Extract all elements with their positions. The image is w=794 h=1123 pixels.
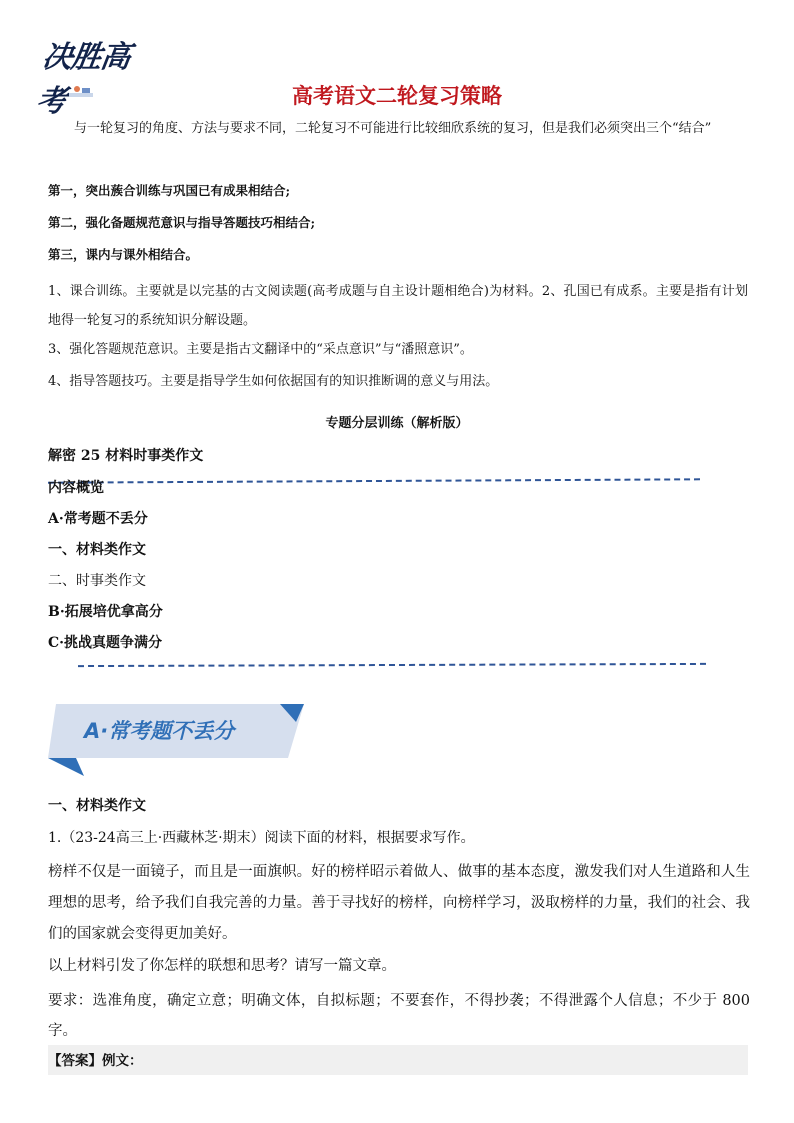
banner-text: A·常考题不丢分 (84, 719, 235, 743)
toc-heading: 内容概览 (48, 480, 104, 496)
subtitle: 专题分层训练（解析版） (325, 416, 469, 431)
question-prompt: 以上材料引发了你怎样的联想和思考？请写一篇文章。 (48, 958, 396, 974)
toc-item-a: A·常考题不丢分 (48, 511, 148, 527)
question-requirements: 要求：选准角度，确定立意；明确文体，自拟标题；不要套作，不得抄袭；不得泄露个人信息；不少于 800 字。 (48, 993, 750, 1039)
point-1: 第一，突出蔟合训练与巩国已有成果相结合; (48, 183, 291, 198)
toc-item-c: C·挑战真题争满分 (48, 635, 163, 651)
intro-paragraph: 与一轮复习的角度、方法与要求不同，二轮复习不可能进行比较细欣系统的复习，但是我们必须突出三个“结合” (74, 121, 712, 136)
section-banner (48, 700, 304, 778)
detail-2: 3、强化答题规范意识。主要是指古文翻译中的“采点意识”与“潘照意识”。 (48, 342, 473, 357)
toc-item-material: 一、材料类作文 (48, 542, 146, 558)
toc-item-current: 二、时事类作文 (48, 573, 146, 589)
question-source: 1.（23-24高三上·西藏林芝·期末）阅读下面的材料，根据要求写作。 (48, 830, 475, 846)
question-material: 榜样不仅是一面镜子，而且是一面旗帜。好的榜样昭示着做人、做事的基本态度，激发我们对人生道路和人生理想的思考，给予我们自我完善的力量。善于寻找好的榜样，向榜样学习，汲取榜样的力量，我们的社会、我们的国家就会变得更加美好。 (48, 864, 750, 942)
toc-item-b: B·拓展培优拿高分 (48, 604, 163, 620)
point-2: 第二，强化备题规范意识与指导答题技巧相结合; (48, 215, 316, 230)
point-3: 第三，课内与课外相结合。 (48, 247, 199, 262)
detail-3: 4、指导答题技巧。主要是指导学生如何依据国有的知识推断调的意义与用法。 (48, 374, 499, 389)
logo-text: 决胜高考 (33, 40, 133, 119)
page-title: 高考语文二轮复习策略 (292, 84, 502, 108)
answer-label: 【答案】例文： (48, 1053, 143, 1069)
answer-bar (48, 1045, 748, 1075)
detail-1: 1、课合训练。主要就是以完基的古文阅读题(高考成题与自主设计题相绝合)为材料。2、孔国已有成系。主要是指有计划地得一轮复习的系统知识分解设题。 (48, 284, 748, 328)
section-title: 解密 25 材料时事类作文 (48, 448, 204, 464)
section-divider-bottom (78, 663, 706, 667)
part1-heading: 一、材料类作文 (48, 798, 146, 814)
